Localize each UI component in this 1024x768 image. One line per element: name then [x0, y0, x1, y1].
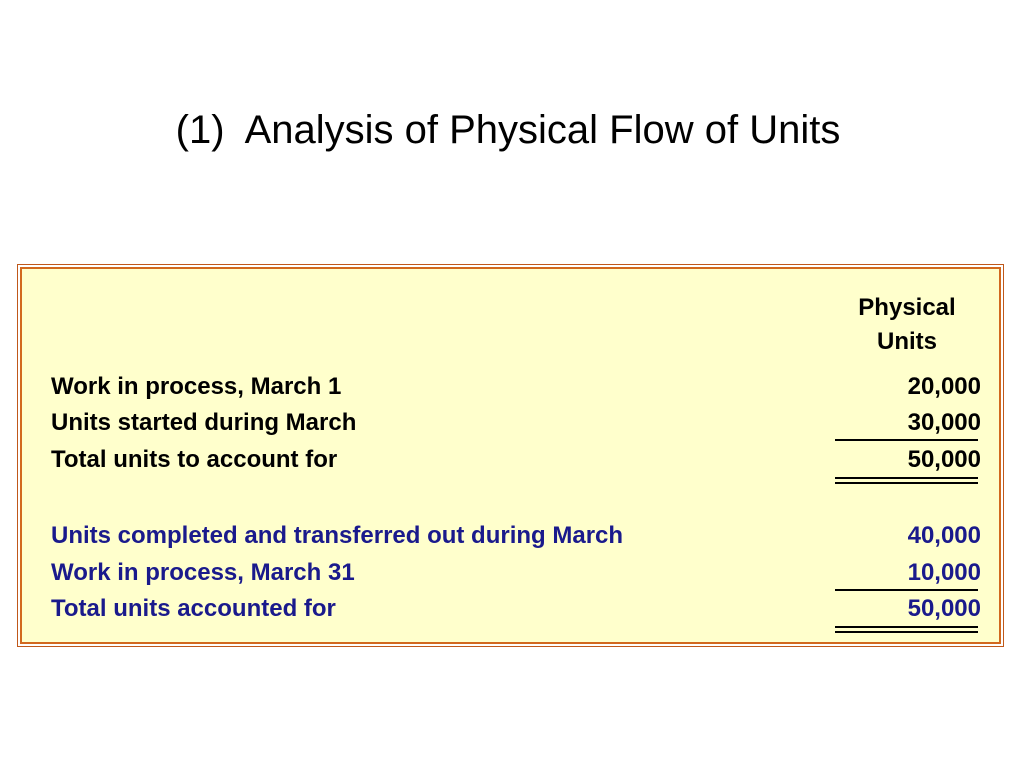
- units-table-panel: [20, 267, 1001, 644]
- double-underline: [835, 477, 978, 484]
- table-row-total-accounted-for: [51, 595, 981, 629]
- row-label: Work in process, March 31: [51, 559, 355, 586]
- row-value: 10,000: [907, 559, 981, 586]
- row-label: Units completed and transferred out during March: [51, 522, 624, 549]
- double-underline: [835, 626, 978, 633]
- row-label: Total units to account for: [51, 446, 338, 473]
- column-header-line1: Physical: [858, 294, 956, 321]
- table-row-units-started: [51, 409, 981, 443]
- row-value: 20,000: [907, 373, 981, 400]
- single-underline: [835, 439, 978, 441]
- table-row-total-to-account-for: [51, 446, 981, 480]
- row-value: 50,000: [907, 446, 981, 473]
- row-value: 50,000: [907, 595, 981, 622]
- table-row-wip-march-31: [51, 559, 981, 593]
- column-header-line2: Units: [877, 328, 937, 355]
- table-row-units-completed: [51, 522, 981, 556]
- row-label: Work in process, March 1: [51, 373, 342, 400]
- row-value: 40,000: [907, 522, 981, 549]
- row-label: Total units accounted for: [51, 595, 336, 622]
- single-underline: [835, 589, 978, 591]
- slide-title: (1) Analysis of Physical Flow of Units: [175, 108, 841, 152]
- row-value: 30,000: [907, 409, 981, 436]
- column-header-physical-units: [837, 291, 977, 359]
- row-label: Units started during March: [51, 409, 357, 436]
- table-row-wip-march-1: [51, 373, 981, 407]
